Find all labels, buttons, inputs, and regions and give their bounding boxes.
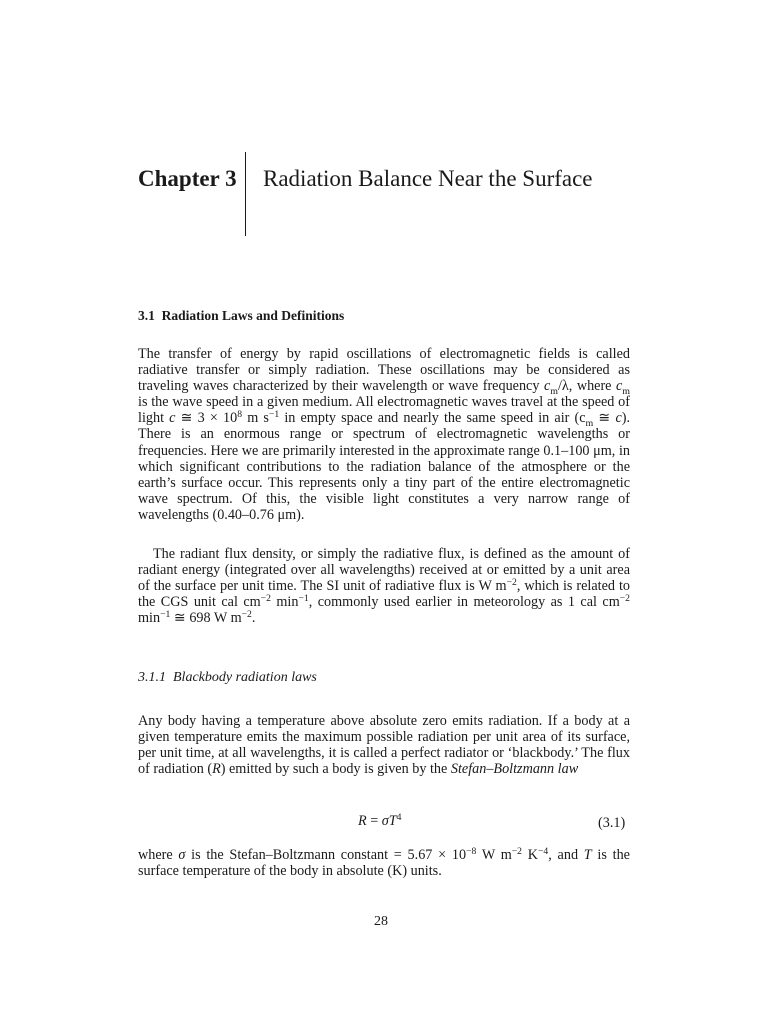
section-title: Radiation Laws and Definitions <box>161 308 345 323</box>
paragraph-blackbody: Any body having a temperature above absolute zero emits radiation. If a body at a given temperature emits the maximum possible radiation per unit area of its surface, per unit time, at all wavelengths, it is called a perfect radiator or ‘blackbody.’ The flux of radiation (R) emitted by such a body is given by the Stefan–Boltzmann law <box>138 713 630 778</box>
subsection-title: Blackbody radiation laws <box>173 670 317 685</box>
chapter-label: Chapter 3 <box>138 166 237 191</box>
section-number: 3.1 <box>138 308 155 323</box>
subsection-number: 3.1.1 <box>138 670 166 685</box>
chapter-divider <box>245 152 246 236</box>
paragraph-radiant-flux: The radiant flux density, or simply the radiative flux, is defined as the amount of radiant energy (integrated over all wavelengths) received at or emitted by a unit area of the surface per unit time. The SI unit of radiative flux is W $m^{-2}$, which is related to the CGS unit cal $cm^{-2}$ $\min^{-1}$, commonly used earlier in meteorology as 1 cal $cm^{-2}$ $\min^{-1}$ ≅ 698 W $m^{-2}$. <box>138 546 631 627</box>
page-number: 28 <box>374 914 388 929</box>
paragraph-radiative-transfer: The transfer of energy by rapid oscillations of electromagnetic fields is called radiative transfer or simply radiation. These oscillations may be considered as traveling waves characterized by their wavelength or wave frequency $c_m/\lambda$, where $c_m$ is the wave speed in a given medium. All electromagnetic waves travel at the speed of light c ≅ $3 \times 10^8$ m $s^{-1}$ in empty space and nearly the same speed in air ($c_m$ ≅ c). There is an enormous range or spectrum of electromagnetic wavelengths or frequencies. Here we are primarily interested in the approximate range 0.1–100 μm, in which significant contributions to the radiation balance of the atmosphere or the earth’s surface occur. This represents only a tiny part of the entire electromagnetic wave spectrum. Of this, the visible light constitutes a very narrow range of wavelengths (0.40–0.76 μm). <box>138 346 631 523</box>
chapter-title: Radiation Balance Near the Surface <box>263 166 593 191</box>
paragraph-stefan-constant: where σ is the Stefan–Boltzmann constant = $5.67 \times 10^{-8}$ W $m^{-2}$ $K^{-4}$, and T is the surface temperature of the body in absolute (K) units. <box>138 845 630 880</box>
equation-number: (3.1) <box>598 815 626 831</box>
section-heading <box>138 308 344 324</box>
subsection-heading <box>138 670 317 686</box>
equation-stefan-boltzmann: $R = \sigma T^4$ <box>358 811 402 829</box>
